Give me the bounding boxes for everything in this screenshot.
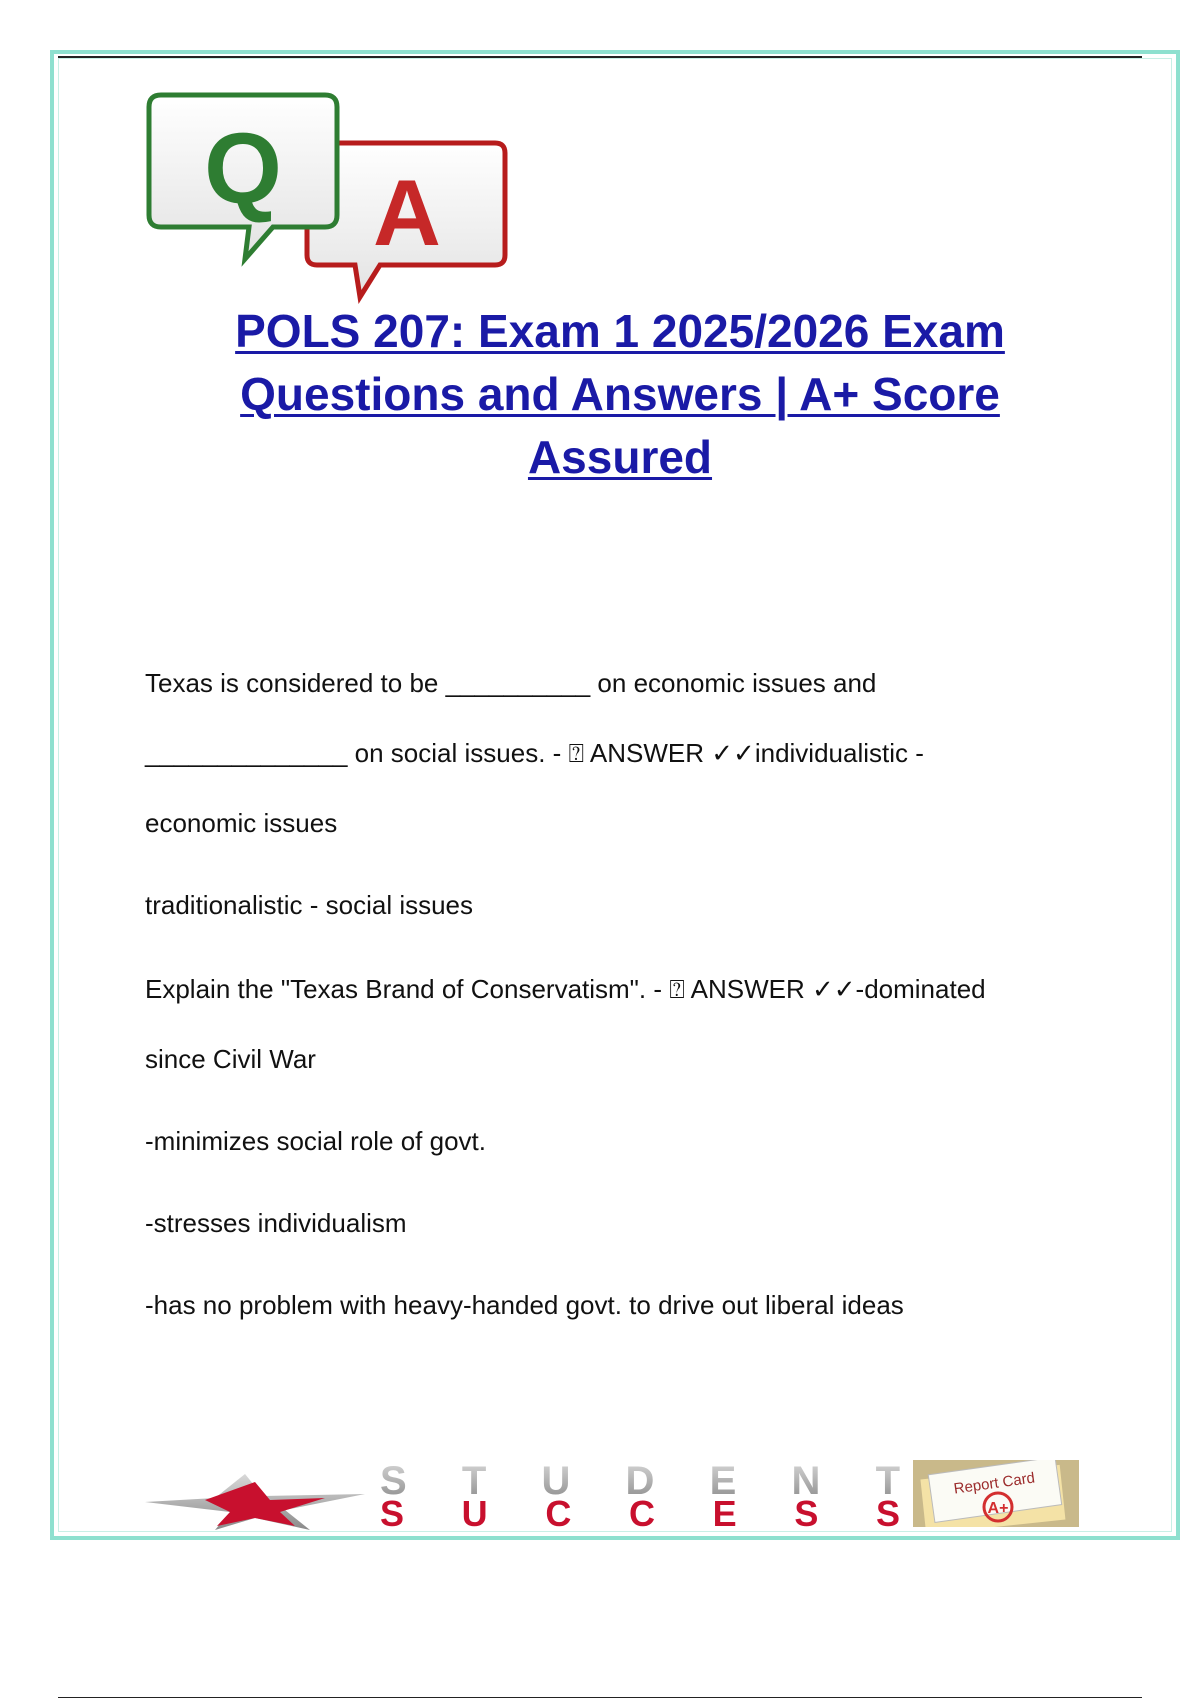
star-icon (145, 1474, 365, 1530)
question-line: Explain the "Texas Brand of Conservatism". - ⍰ ANSWER ✓✓-dominated (145, 974, 986, 1004)
qa-logo (145, 75, 525, 305)
answer-line: traditionalistic - social issues (145, 890, 474, 920)
bottom-rule (58, 1697, 1142, 1698)
top-rule (58, 56, 1142, 58)
report-card-icon (913, 1460, 1079, 1527)
title-line[interactable]: POLS 207: Exam 1 2025/2026 Exam (235, 305, 1005, 357)
success-word: SUCCESS (380, 1493, 910, 1530)
answer-line: -stresses individualism (145, 1208, 407, 1238)
question-line: Texas is considered to be __________ on economic issues and (145, 668, 877, 698)
grade-text: A+ (987, 1500, 1009, 1517)
answer-line: since Civil War (145, 1044, 316, 1074)
answer-line: -has no problem with heavy-handed govt. to drive out liberal ideas (145, 1290, 904, 1320)
student-word: STUDENT (380, 1460, 910, 1503)
a-letter: A (373, 160, 441, 265)
report-card-text: Report Card (952, 1469, 1037, 1498)
q-letter: Q (204, 113, 282, 225)
document-title[interactable] (120, 300, 1120, 489)
answer-line: ______________ on social issues. - ⍰ ANSWER ✓✓individualistic - (145, 738, 924, 768)
title-line[interactable]: Questions and Answers | A+ Score (240, 368, 1000, 420)
answer-line: -minimizes social role of govt. (145, 1126, 486, 1156)
answer-line: economic issues (145, 808, 338, 838)
title-line[interactable]: Assured (527, 431, 713, 483)
